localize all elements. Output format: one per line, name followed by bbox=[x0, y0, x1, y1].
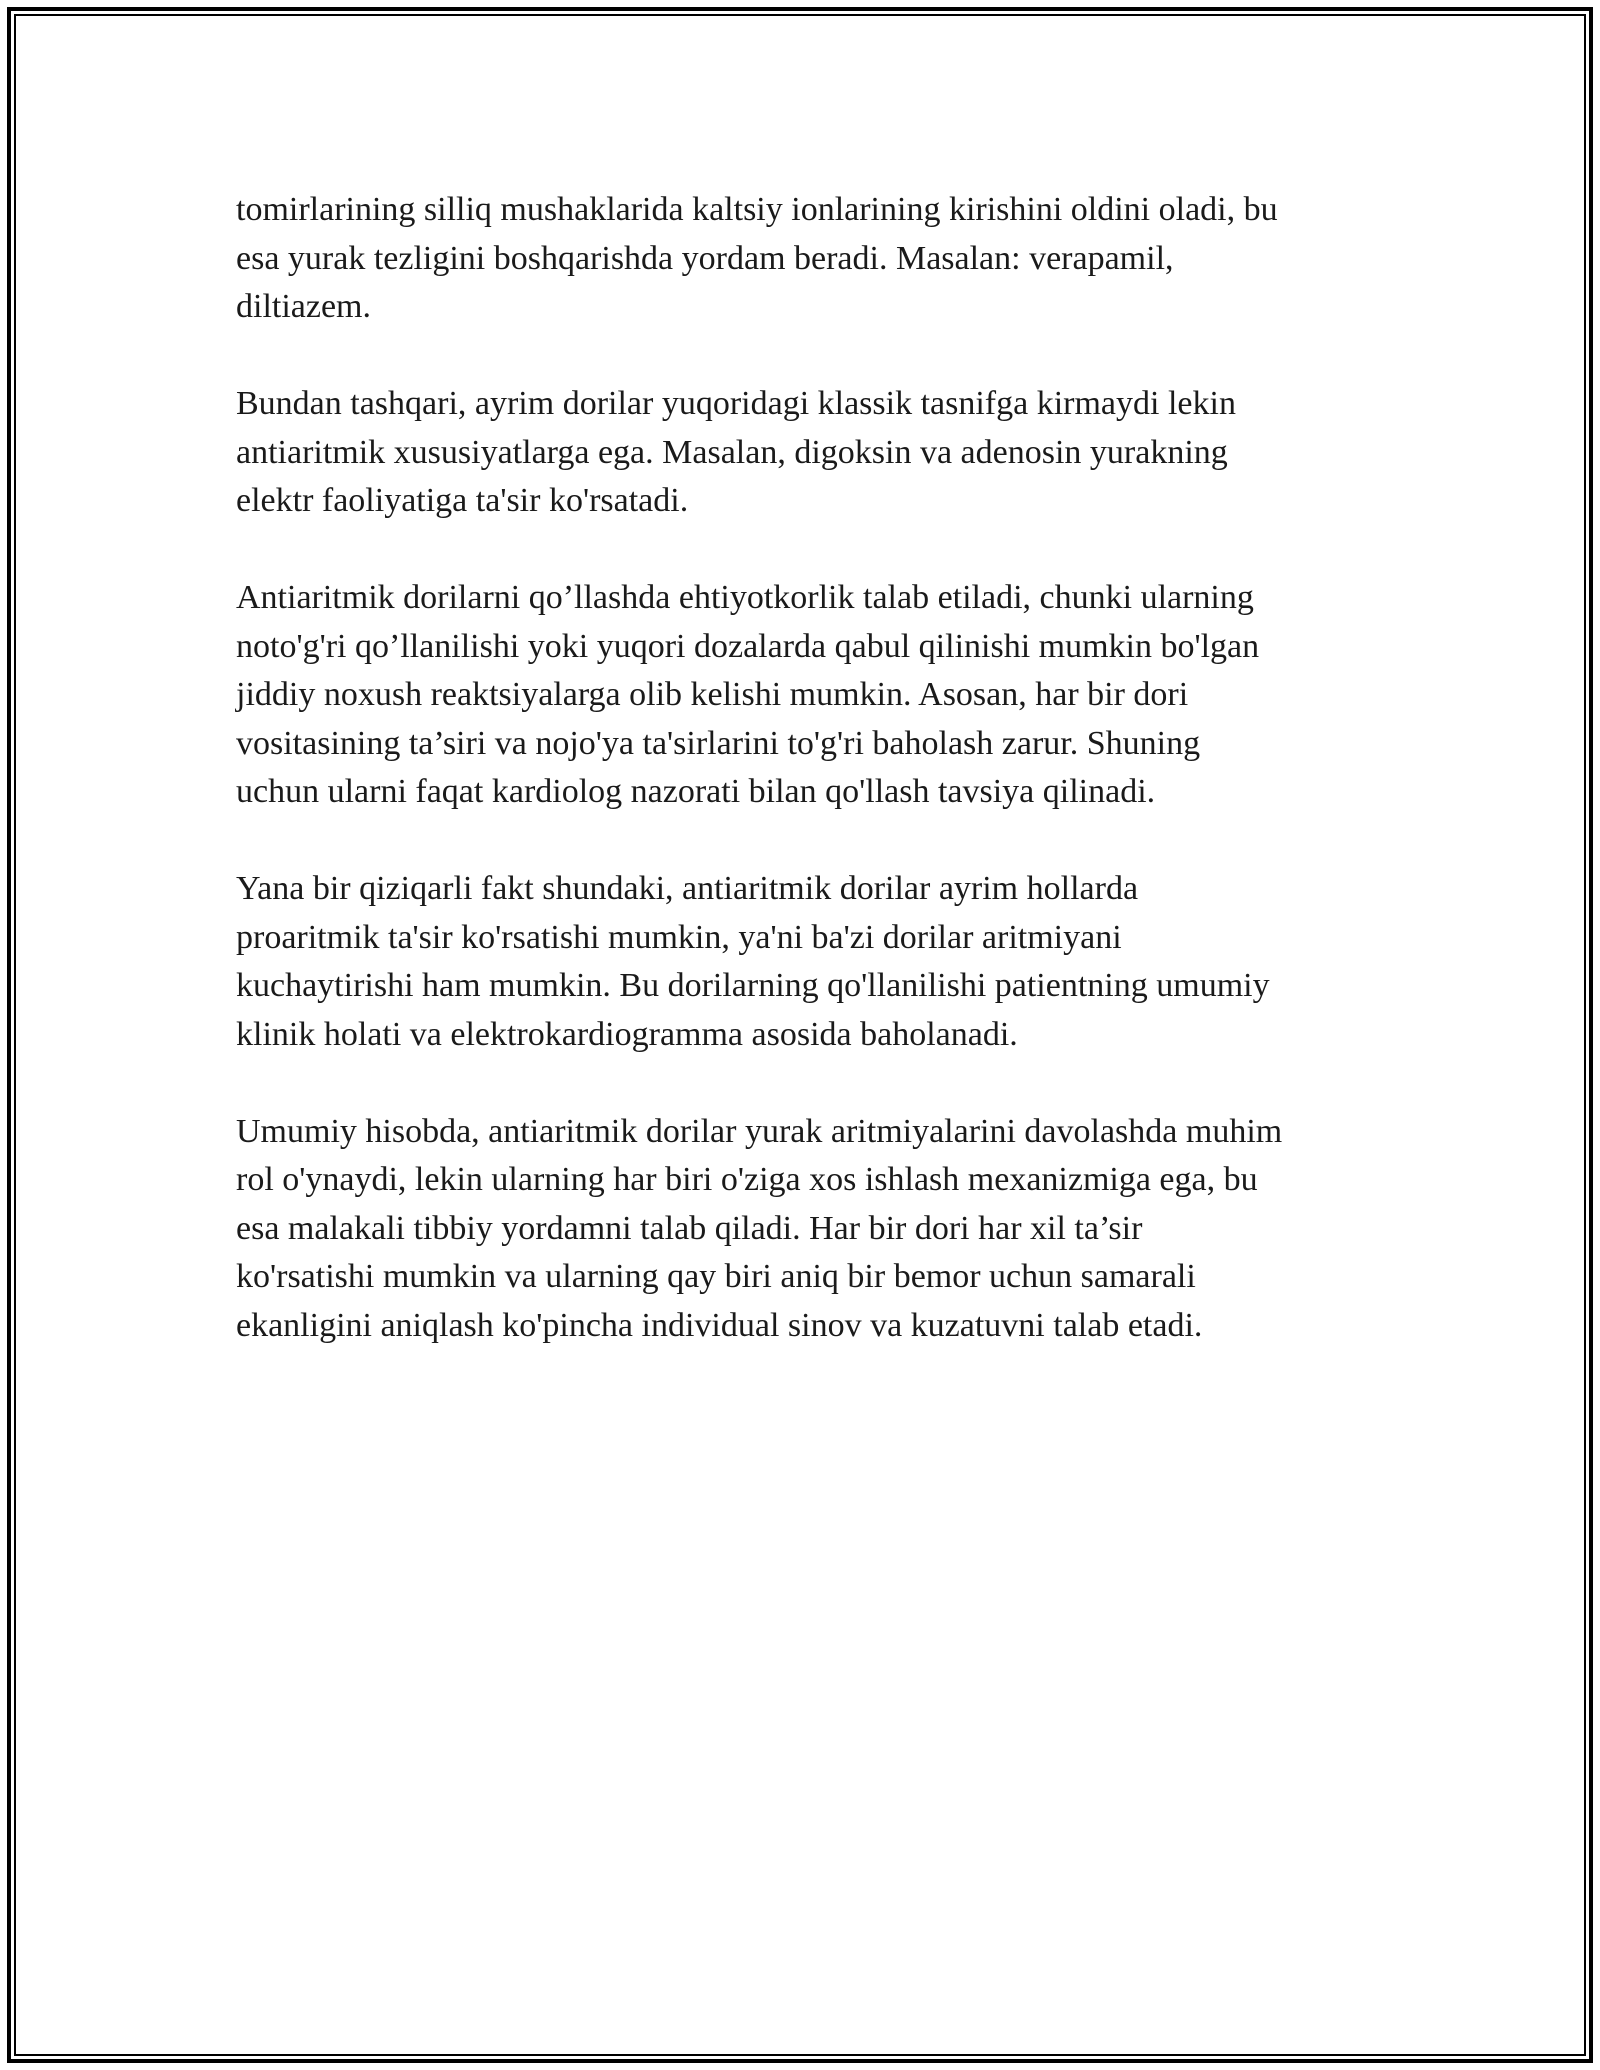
paragraph-1 bbox=[236, 186, 1386, 332]
text-line: proaritmik ta'sir ko'rsatishi mumkin, ya'ni ba'zi dorilar aritmiyani bbox=[236, 918, 1122, 956]
text-line: noto'g'ri qo’llanilishi yoki yuqori dozalarda qabul qilinishi mumkin bo'lgan bbox=[236, 627, 1260, 665]
text-line: Bundan tashqari, ayrim dorilar yuqoridagi klassik tasnifga kirmaydi lekin bbox=[236, 385, 1236, 422]
text-line: rol o'ynaydi, lekin ularning har biri o'ziga xos ishlash mexanizmiga ega, bu bbox=[236, 1161, 1258, 1198]
text-line: Umumiy hisobda, antiaritmik dorilar yurak aritmiyalarini davolashda muhim bbox=[236, 1112, 1283, 1150]
text-line: tomirlarining silliq mushaklarida kaltsiy ionlarining kirishini oldini oladi, bu bbox=[236, 191, 1278, 228]
paragraph-5 bbox=[236, 1108, 1386, 1351]
text-line: jiddiy noxush reaktsiyalarga olib kelishi mumkin. Asosan, har bir dori bbox=[236, 676, 1189, 713]
paragraph-4 bbox=[236, 865, 1386, 1059]
text-line: ekanligini aniqlash ko'pincha individual sinov va kuzatuvni talab etadi. bbox=[236, 1306, 1203, 1344]
text-line: antiaritmik xususiyatlarga ega. Masalan, digoksin va adenosin yurakning bbox=[236, 433, 1228, 471]
text-line: esa malakali tibbiy yordamni talab qiladi. Har bir dori har xil ta’sir bbox=[236, 1209, 1143, 1247]
text-line: uchun ularni faqat kardiolog nazorati bilan qo'llash tavsiya qilinadi. bbox=[236, 773, 1156, 810]
text-line: esa yurak tezligini boshqarishda yordam beradi. Masalan: verapamil, bbox=[236, 239, 1174, 277]
text-line: ko'rsatishi mumkin va ularning qay biri aniq bir bemor uchun samarali bbox=[236, 1258, 1196, 1295]
text-line: Yana bir qiziqarli fakt shundaki, antiaritmik dorilar ayrim hollarda bbox=[236, 870, 1139, 907]
text-line: kuchaytirishi ham mumkin. Bu dorilarning qo'llanilishi patientning umumiy bbox=[236, 967, 1270, 1004]
text-line: elektr faoliyatiga ta'sir ko'rsatadi. bbox=[236, 482, 689, 519]
paragraph-3 bbox=[236, 574, 1386, 817]
text-line: klinik holati va elektrokardiogramma asosida baholanadi. bbox=[236, 1015, 1018, 1053]
paragraph-2 bbox=[236, 380, 1386, 526]
text-line: vositasining ta’siri va nojo'ya ta'sirlarini to'g'ri baholash zarur. Shuning bbox=[236, 724, 1201, 762]
document-body bbox=[236, 186, 1386, 1399]
text-line: Antiaritmik dorilarni qo’llashda ehtiyotkorlik talab etiladi, chunki ularning bbox=[236, 579, 1254, 616]
text-line: diltiazem. bbox=[236, 288, 372, 325]
